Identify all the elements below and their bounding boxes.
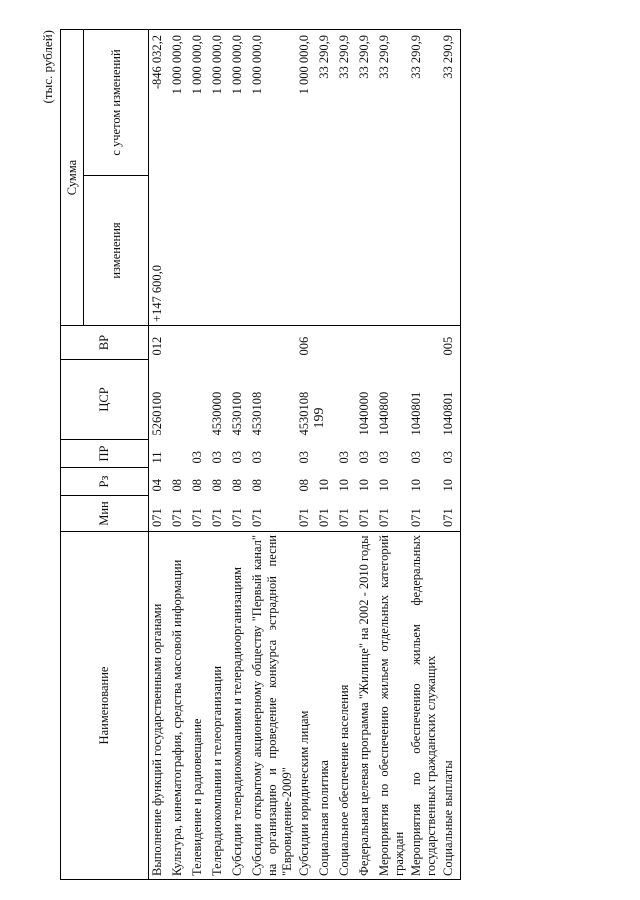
row-vr: [189, 326, 209, 360]
row-min: 071: [210, 508, 224, 527]
row-pr: 03: [230, 451, 244, 464]
row-csr: 1040800: [377, 391, 391, 436]
table-row: [229, 30, 249, 880]
table-row: [209, 30, 229, 880]
row-pr: 11: [150, 451, 164, 464]
row-rz: 10: [317, 479, 331, 492]
header-csr: ЦСР: [61, 360, 149, 440]
row-change: [249, 176, 296, 326]
row-rz: 08: [250, 479, 264, 492]
row-csr: 5260100: [150, 391, 164, 436]
header-pr: ПР: [61, 440, 149, 468]
row-vr: 006: [296, 326, 316, 360]
table-row: [376, 30, 408, 880]
row-pr: [169, 440, 189, 468]
row-vr: [356, 326, 376, 360]
row-change: [209, 176, 229, 326]
header-change: изменения: [84, 176, 149, 326]
row-total: 1 000 000,0: [249, 30, 296, 176]
row-total: 1 000 000,0: [169, 30, 189, 176]
row-csr: 1040801: [409, 391, 423, 436]
row-total: 33 290,9: [336, 30, 356, 176]
row-rz: 10: [409, 479, 423, 492]
row-vr: [169, 326, 189, 360]
row-csr: 1040000: [357, 391, 371, 436]
row-rz: 10: [337, 479, 351, 492]
row-name: Телерадиокомпании и телеорганизации: [209, 532, 229, 880]
row-pr: 03: [377, 451, 391, 464]
header-min: Мин: [61, 496, 149, 532]
table-row: [149, 30, 170, 880]
row-total: 1 000 000,0: [189, 30, 209, 176]
table-row: [440, 30, 461, 880]
row-pr: 03: [409, 451, 423, 464]
row-vr: [229, 326, 249, 360]
row-total: 1 000 000,0: [209, 30, 229, 176]
row-csr: [189, 360, 209, 440]
row-name: Федеральная целевая программа "Жилище" на 2002 - 2010 годы: [356, 532, 376, 880]
row-change: [440, 176, 461, 326]
row-csr: 4530108: [297, 391, 311, 436]
row-min: 071: [297, 508, 311, 527]
row-name: Культура, кинематография, средства массовой информации: [169, 532, 189, 880]
row-min: 071: [150, 508, 164, 527]
row-total: 33 290,9: [376, 30, 408, 176]
row-pr: 03: [297, 451, 311, 464]
header-name: Наименование: [61, 532, 149, 880]
row-name: Субсидии открытому акционерному обществу "Первый канал" на организацию и проведение конкурса эстрадной песни "Евровидение-2009": [249, 532, 296, 880]
row-rz: 10: [377, 479, 391, 492]
row-name: Мероприятия по обеспечению жильем отдельных категорий граждан: [376, 532, 408, 880]
row-name: Субсидии юридическим лицам: [296, 532, 316, 880]
row-total: 33 290,9: [440, 30, 461, 176]
row-vr: [336, 326, 356, 360]
row-total: 33 290,9: [356, 30, 376, 176]
row-min: 071: [230, 508, 244, 527]
header-with-change: с учетом изменений: [84, 30, 149, 176]
row-pr: 03: [190, 451, 204, 464]
row-vr: 012: [149, 326, 170, 360]
row-min: 071: [409, 508, 423, 527]
row-total: -846 032,2: [149, 30, 170, 176]
row-rz: 08: [170, 479, 184, 492]
row-rz: 04: [150, 479, 164, 492]
row-pr: 03: [357, 451, 371, 464]
header-rz: Рз: [61, 468, 149, 496]
table-row: [296, 30, 316, 880]
row-rz: 08: [297, 479, 311, 492]
row-vr: [408, 326, 440, 360]
table-row: [336, 30, 356, 880]
row-name: Субсидии телерадиокомпаниям и телерадиоорганизациям: [229, 532, 249, 880]
row-pr: 03: [250, 451, 264, 464]
row-min: 071: [377, 508, 391, 527]
row-csr: [336, 360, 356, 440]
row-vr: [209, 326, 229, 360]
row-rz: 10: [440, 468, 461, 496]
row-vr: [249, 326, 296, 360]
table-body: [149, 30, 461, 880]
header-vr: ВР: [61, 326, 149, 360]
row-min: 071: [317, 508, 331, 527]
row-vr: 005: [440, 326, 461, 360]
row-rz: 08: [230, 479, 244, 492]
row-change: [169, 176, 189, 326]
row-name: Социальные выплаты: [440, 532, 461, 880]
row-change: [296, 176, 316, 326]
header-sum: Сумма: [61, 30, 84, 326]
row-min: 071: [190, 508, 204, 527]
row-rz: 08: [190, 479, 204, 492]
row-rz: 08: [210, 479, 224, 492]
row-change: [356, 176, 376, 326]
row-min: 071: [250, 508, 264, 527]
row-total: 1 000 000,0: [229, 30, 249, 176]
table-row: [189, 30, 209, 880]
row-change: [376, 176, 408, 326]
row-total: 33 290,9: [408, 30, 440, 176]
row-pr: 03: [210, 451, 224, 464]
row-name: Социальное обеспечение населения: [336, 532, 356, 880]
row-name: Выполнение функций государственными органами: [149, 532, 170, 880]
page-number: 199: [312, 407, 327, 429]
row-pr: 03: [337, 451, 351, 464]
row-csr: [169, 360, 189, 440]
row-min: 071: [357, 508, 371, 527]
row-name: Мероприятия по обеспечению жильем федеральных государственных гражданских служащих: [408, 532, 440, 880]
table-row: [408, 30, 440, 880]
units-label: (тыс. рублей): [40, 30, 55, 104]
row-rz: 10: [357, 479, 371, 492]
table-row: [316, 30, 336, 880]
table-row: [249, 30, 296, 880]
row-change: [316, 176, 336, 326]
row-total: 1 000 000,0: [296, 30, 316, 176]
row-min: 071: [170, 508, 184, 527]
row-min: 071: [337, 508, 351, 527]
row-vr: [376, 326, 408, 360]
row-total: 33 290,9: [316, 30, 336, 176]
budget-table: [60, 29, 461, 880]
row-csr: 4530000: [210, 391, 224, 436]
row-change: [229, 176, 249, 326]
rotated-page: [40, 30, 620, 880]
row-csr: 1040801: [440, 360, 461, 440]
row-csr: 4530108: [250, 391, 264, 436]
table-row: [169, 30, 189, 880]
row-change: +147 600,0: [150, 264, 164, 322]
row-csr: 4530100: [230, 391, 244, 436]
row-change: [408, 176, 440, 326]
row-change: [336, 176, 356, 326]
row-name: Социальная политика: [316, 532, 336, 880]
row-name: Телевидение и радиовещание: [189, 532, 209, 880]
row-min: 071: [440, 496, 461, 532]
row-pr: [316, 440, 336, 468]
row-pr: 03: [440, 440, 461, 468]
row-change: [189, 176, 209, 326]
table-row: [356, 30, 376, 880]
row-csr: [316, 360, 336, 440]
row-vr: [316, 326, 336, 360]
